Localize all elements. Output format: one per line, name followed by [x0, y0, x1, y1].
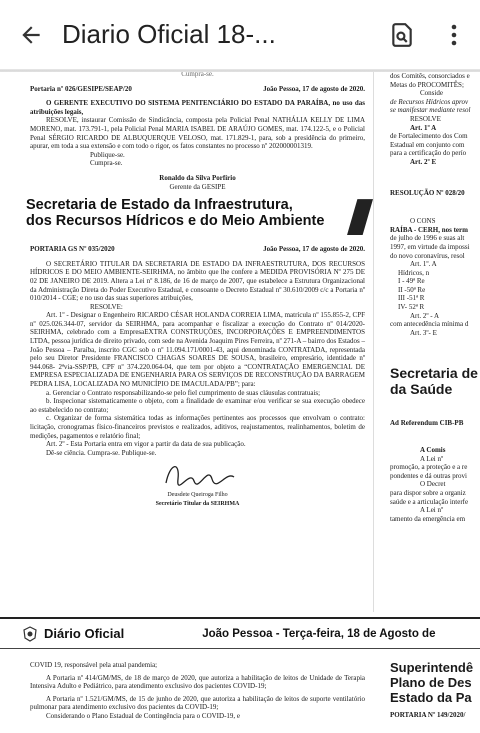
right-column [390, 72, 480, 523]
banner-line: dos Recursos Hídricos e do Meio Ambiente [26, 213, 325, 230]
text-line: RESOLVE [410, 114, 441, 123]
paragraph: RESOLVE, instaurar Comissão de Sindicância, composta pela Policial Penal NATHÁLIA KELLY DE LIMA MORENO, mat. 173.791-1, pela Policial Penal MARIA ISABEL DE ARAÚJO GOMES, mat. 174.122-5, e o Policial Penal SÉRGIO RICARDO DE ALBUQUERQUE VELOSO, mat. 171.829-1, para, sob a presidência do primeiro, apurar, em toda a sua extensão e com todo o rigor, os fatos constantes no processo nº 202000001319. [30, 116, 365, 151]
text-line: Art. 1º. A [410, 260, 437, 269]
text-line: IV- 52ª R [398, 303, 425, 312]
page-header-strip [0, 617, 480, 649]
find-in-document-button[interactable] [376, 0, 428, 70]
text-line: O Decret [420, 480, 446, 489]
section-title: Plano de Des [390, 675, 472, 690]
portaria-date: João Pessoa, 17 de agosto de 2020. [263, 245, 365, 254]
signer-name: Ronaldo da Silva Porfírio [159, 173, 236, 182]
text-line: Art. 3º- E [410, 328, 437, 337]
paragraph: Art. 1º - Designar o Engenheiro RICARDO CÉSAR HOLANDA CORREIA LIMA, matrícula nº 155.855-2, CPF nº 025.026.344-07, servidor da SEIRHMA, para acompanhar e fiscalizar a execução do Contrato nº 014/2020-SEIRHMA, celebrado com a EmpresaEXTRA CONSTRUÇÕES, INCORPORAÇÕES E EMPREENDIMENTOS LTDA, pessoa jurídica de direito privado, com sede na Avenida Joaquim Pires Ferreira, nº 271-A – bairro dos Estados – João Pessoa – Paraíba, inscrito CGC sob o nº 11.094.171/0001-43, aqui denominada CONTRATADA, representada pelo seu Diretor Presidente FRANCISCO CHAGAS SOARES DE SOUSA, brasileiro, empresário, identidade nº 944.068- 2ªvia-SSP/PB, CPF nº 374.220.064-04, que tem por objeto a “CONTRATAÇÃO EMERGENCIAL DE EMPRESA ESPECIALIZADA DE ENGENHARIA PARA OS SERVIÇOS DE RECONSTRUÇÃO DA BARRAGEM PEDRA LISA, LOCALIZADA NO MUNICÍPIO DE IMACULADA/PB”; para: [30, 311, 365, 389]
text-line: dos Comitês, consorciados e [390, 72, 470, 80]
section-title: Secretaria de [390, 365, 478, 382]
paragraph: Dê-se ciência. Cumpra-se. Publique-se. [46, 448, 157, 457]
paragraph: c. Organizar de forma sistemática todas as informações pertinentes aos processos que envolvam o contrato: licitação, cronogramas físico-financeiros previstos e realizados, aditivos, reajustamentos, realinhamentos, boletim de medições, pagamentos e relatório final; [30, 414, 365, 440]
text-line: tamento da emergência em [390, 514, 466, 523]
text-line: A Lei nº [420, 506, 444, 515]
text-line: se manifestar mediante resol [390, 106, 471, 115]
portaria-header [30, 85, 365, 94]
signature-scribble [160, 459, 240, 489]
text-line: do novo coronavírus, resol [390, 251, 465, 260]
text-line: promoção, a proteção e a re [390, 463, 468, 472]
text-line: Art. 2º E [410, 157, 437, 166]
text-line: COVID 19, responsável pela atual pandemia; [30, 661, 158, 669]
newspaper-logo: Diário Oficial [44, 626, 125, 641]
signer-role: Secretário Titular da SEIRHMA [155, 500, 240, 507]
text-line: Art. 2º - A [410, 311, 440, 320]
text-line: Art. 1º A [410, 123, 437, 132]
header-date: João Pessoa - Terça-feira, 18 de Agosto de [202, 627, 436, 640]
text-line: RESOLVE: [90, 302, 123, 311]
text-line: Cumpra-se. [90, 159, 123, 168]
lower-right-column [390, 660, 480, 720]
pdf-page-view[interactable] [0, 72, 480, 733]
doc-search-icon [389, 22, 415, 48]
portaria-number: Portaria nº 026/GESIPE/SEAP/20 [30, 84, 132, 93]
banner-line: Secretaria de Estado da Infraestrutura, [26, 197, 293, 214]
text-line: I - 49ª Re [398, 277, 425, 286]
more-vert-icon [450, 23, 458, 47]
text-line: RAÍBA - CERH, nos term [390, 225, 468, 234]
text-line: 1997, em virtude da impossi [390, 242, 470, 251]
resolution-header: RESOLUÇÃO Nº 028/20 [390, 188, 465, 197]
left-column [26, 72, 365, 509]
paragraph: Art. 2º - Esta Portaria entra em vigor a partir da data de sua publicação. [46, 440, 246, 449]
portaria-number: PORTARIA Nº 149/2020/ [390, 711, 466, 719]
column-divider [373, 72, 374, 612]
app-bar [0, 0, 480, 70]
text-line: Ad Referendum CIB-PB [390, 419, 464, 428]
text-line: com antecedência mínima d [390, 320, 469, 329]
signer-name: Deusdete Queiroga Filho [167, 492, 228, 499]
text-line: Conside [420, 89, 443, 98]
text-line: de julho de 1996 e suas alt [390, 234, 465, 243]
cut-line: Cumpra-se. [181, 72, 214, 78]
text-line: para dispor sobre a organiz [390, 489, 466, 497]
text-line: para a certificação do perío [390, 149, 467, 158]
paragraph: A Portaria nº 414/GM/MS, de 18 de março de 2020, que autoriza a habilitação de leitos de Unidade de Terapia Intensiva Adulto e Pediátrico, para atendimento exclusivo dos pacientes COVID-19; [30, 673, 365, 691]
section-title: Superintendê [390, 660, 474, 675]
section-title: Estado da Pa [390, 690, 472, 705]
paragraph: Considerando o Plano Estadual de Contingência para o COVID-19, e [46, 711, 241, 720]
text-line: Metas do PROCOMITÊS; [390, 80, 464, 89]
paragraph: a. Gerenciar o Contrato responsabilizando-se pelo fiel cumprimento de suas cláusulas contratuais; [46, 388, 321, 397]
text-line: O CONS [410, 217, 436, 226]
lower-left-column [30, 661, 365, 721]
paragraph: O GERENTE EXECUTIVO DO SISTEMA PENITENCIÁRIO DO ESTADO DA PARAÍBA, no uso das atribuições legais, [30, 99, 365, 116]
state-crest-icon [22, 626, 38, 642]
portaria-date: João Pessoa, 17 de agosto de 2020. [263, 84, 365, 93]
text-line: de Fortalecimento dos Com [390, 132, 468, 141]
paragraph: O SECRETÁRIO TITULAR DA SECRETARIA DE ESTADO DA INFRAESTRUTURA, DOS RECURSOS HÍDRICOS E DO MEIO AMBIENTE-SEIRHMA, no âmbito que lhe confere a MEDIDA PROVISÓRIA Nº 275 DE 02 DE JANEIRO DE 2019. Altera a Lei nº 8.186, de 16 de março de 2007, que estabelece a Estrutura Organizacional da Administração Direta do Poder Executivo Estadual, e consoante o Decreto Estadual nº 30.610/2009 c/c a Portaria nº 010/2014 - CGE; e no uso das suas superiores atribuições, [30, 259, 365, 303]
text-line: Estadual em conjunto com [390, 140, 465, 149]
text-line: de Recursos Hídricos aprov [390, 97, 469, 106]
text-line: saúde e a articulação interfe [390, 497, 469, 506]
text-line: III -51ª R [398, 294, 425, 303]
paragraph: b. Inspecionar sistematicamente o objeto, com a finalidade de examinar e/ou verificar se sua execução obedece ao estabelecido no contrato; [30, 397, 365, 414]
portaria-number: PORTARIA GS Nº 035/2020 [30, 245, 115, 254]
text-line: Publique-se. [90, 150, 125, 159]
text-line: pondentes e dá outras provi [390, 471, 467, 480]
section-title: da Saúde [390, 381, 453, 398]
signature [30, 457, 365, 491]
text-line: Hídricos, n [398, 268, 430, 277]
back-button[interactable] [0, 0, 62, 70]
text-line: A Comis [420, 446, 446, 455]
arrow-left-icon [18, 22, 44, 48]
paragraph: A Portaria nº 1.521/GM/MS, de 15 de junho de 2020, que autoriza a habilitação de leitos de suporte ventilatório pulmonar para atendimento exclusivo dos pacientes da COVID-19; [30, 694, 365, 712]
document-title: Diario Oficial 18-... [62, 19, 276, 49]
section-banner [26, 197, 365, 239]
signer-role: Gerente da GESIPE [169, 182, 226, 191]
portaria-header [30, 245, 365, 254]
more-options-button[interactable] [428, 0, 480, 70]
text-line: A Lei nº [420, 454, 444, 463]
text-line: II -50ª Re [398, 285, 426, 294]
